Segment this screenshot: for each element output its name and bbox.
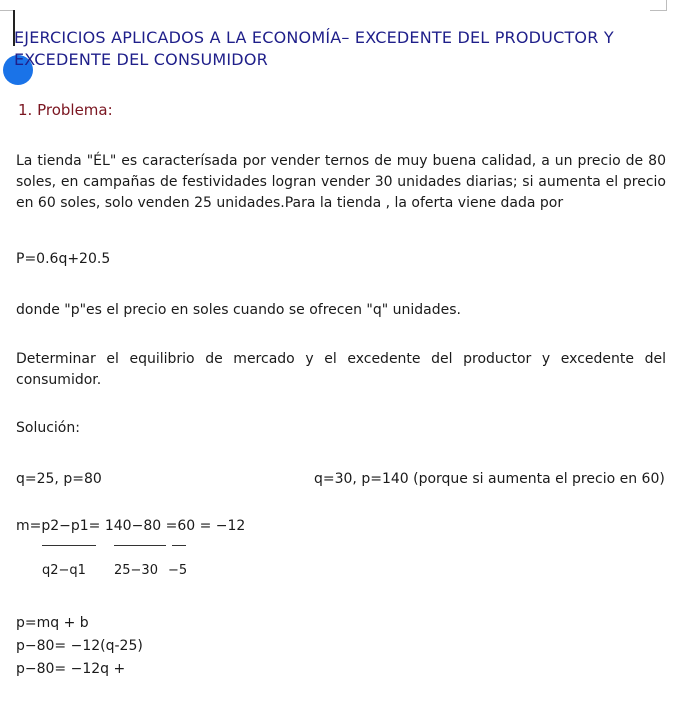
definition-paragraph: donde "p"es el precio en soles cuando se ofrecen "q" unidades. — [16, 302, 461, 318]
denominator-2: 25−30 — [114, 563, 158, 578]
fraction-bar-3 — [172, 545, 186, 546]
supply-equation: P=0.6q+20.5 — [16, 251, 111, 267]
problem-label: 1. Problema: — [18, 101, 113, 119]
line-equation: p=mq + b — [16, 615, 89, 631]
page-corner-mark-left-h — [0, 10, 14, 11]
point-one: q=25, p=80 — [16, 471, 102, 487]
fraction-bar-2 — [114, 545, 166, 546]
task-paragraph: Determinar el equilibrio de mercado y el excedente del productor y excedente del consumidor. — [16, 351, 666, 388]
expanded-equation: p−80= −12q + — [16, 661, 126, 677]
problem-paragraph: La tienda "ÉL" es caracterísada por vender ternos de muy buena calidad, a un precio de 80 soles, en campañas de festividades logran vender 30 unidades diarias; si aumenta el precio en 60 soles, solo venden 25 unidades.Para la tienda , la oferta viene dada por — [16, 153, 666, 211]
slope-formula: m=p2−p1= 140−80 =60 = −12 — [16, 518, 246, 534]
page-corner-mark-right-v — [666, 0, 667, 11]
page-corner-mark-right-h — [650, 10, 666, 11]
point-slope-equation: p−80= −12(q-25) — [16, 638, 143, 654]
solution-label: Solución: — [16, 420, 80, 436]
point-two: q=30, p=140 (porque si aumenta el precio en 60) — [314, 471, 665, 487]
fraction-bar-1 — [42, 545, 96, 546]
denominator-3: −5 — [168, 563, 188, 578]
denominator-1: q2−q1 — [42, 563, 86, 578]
page-title: EJERCICIOS APLICADOS A LA ECONOMÍA– EXCEDENTE DEL PRODUCTOR Y EXCEDENTE DEL CONSUMIDOR — [14, 28, 614, 69]
